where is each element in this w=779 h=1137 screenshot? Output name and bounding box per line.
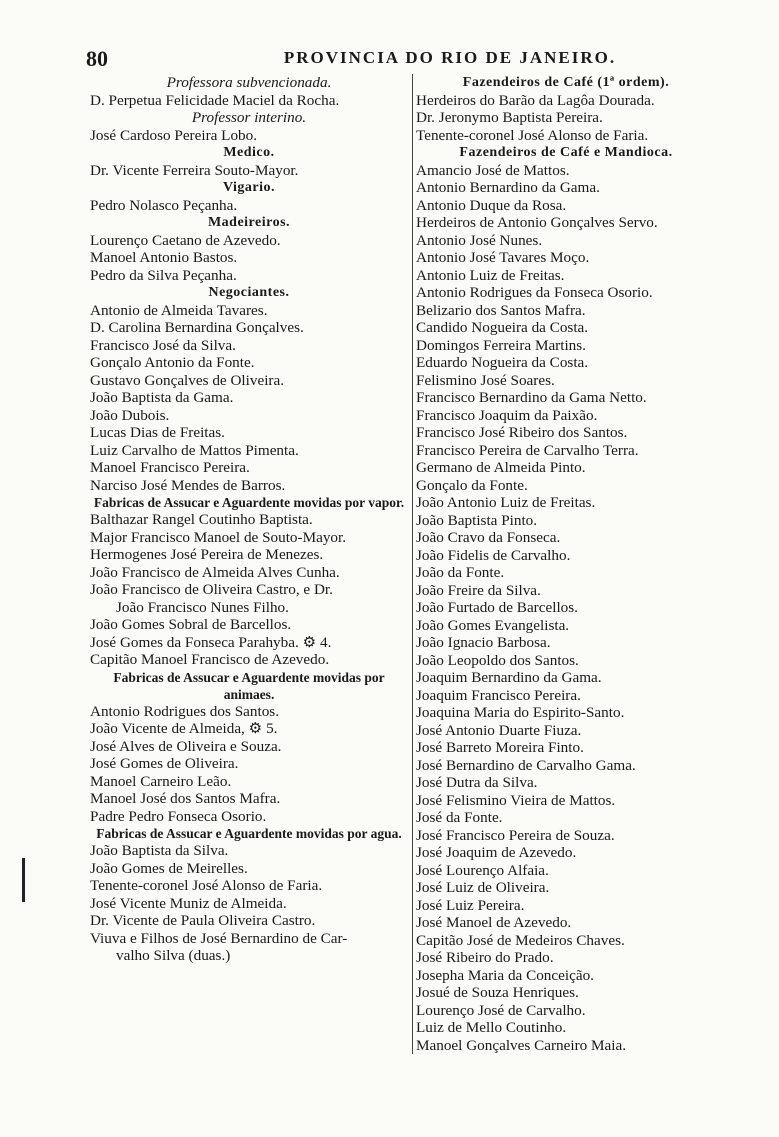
list-item: Francisco Bernardino da Gama Netto.: [416, 389, 647, 406]
list-item: João Gomes Sobral de Barcellos.: [90, 616, 292, 633]
list-item: D. Carolina Bernardina Gonçalves.: [90, 319, 304, 336]
list-item: Major Francisco Manoel de Souto-Mayor.: [90, 528, 347, 546]
list-item: Antonio Luiz de Freitas.: [416, 266, 565, 284]
list-item: João Fidelis de Carvalho.: [416, 546, 571, 564]
list-item: D. Perpetua Felicidade Maciel da Rocha.: [90, 91, 340, 109]
list-item: José Joaquim de Azevedo.: [416, 844, 577, 861]
list-item: Josepha Maria da Conceição.: [416, 966, 594, 984]
list-item: Gustavo Gonçalves de Oliveira.: [90, 371, 285, 389]
list-item: José Felismino Vieira de Mattos.: [416, 791, 616, 809]
list-item: Felismino José Soares.: [416, 371, 555, 389]
list-item: Manoel Gonçalves Carneiro Maia.: [416, 1036, 627, 1054]
section-heading: Fazendeiros de Café e Mandioca.: [459, 145, 673, 160]
list-item: Antonio Rodrigues da Fonseca Osorio.: [416, 284, 653, 301]
list-item: Domingos Ferreira Martins.: [416, 336, 586, 354]
list-item: Luiz de Mello Coutinho.: [416, 1019, 567, 1036]
list-item: João Francisco de Almeida Alves Cunha.: [90, 563, 340, 581]
list-item-continuation: João Francisco Nunes Filho.: [116, 598, 289, 616]
list-item: José Ribeiro do Prado.: [416, 949, 554, 966]
list-item: Eduardo Nogueira da Costa.: [416, 354, 589, 371]
list-item: José Luiz Pereira.: [416, 896, 525, 914]
list-item: Dr. Vicente Ferreira Souto-Mayor.: [90, 161, 299, 179]
list-item: Joaquim Francisco Pereira.: [416, 686, 581, 704]
list-item: João Francisco de Oliveira Castro, e Dr.: [90, 581, 333, 598]
list-item: Candido Nogueira da Costa.: [416, 319, 589, 336]
list-item: José Barreto Moreira Finto.: [416, 739, 584, 756]
list-item: Lourenço Caetano de Azevedo.: [90, 231, 281, 249]
list-item: Gonçalo Antonio da Fonte.: [90, 354, 255, 371]
list-item: Manoel Antonio Bastos.: [90, 249, 238, 266]
section-heading: Fabricas de Assucar e Aguardente movidas por agua.: [96, 826, 402, 841]
list-item: Herdeiros do Barão da Lagôa Dourada.: [416, 91, 655, 109]
margin-mark: [22, 858, 25, 902]
list-item: Pedro Nolasco Peçanha.: [90, 196, 238, 214]
list-item: Josué de Souza Henriques.: [416, 984, 579, 1001]
list-item: Lucas Dias de Freitas.: [90, 424, 225, 441]
section-heading: Medico.: [223, 145, 275, 160]
left-column: [90, 74, 408, 965]
list-item: Manoel Francisco Pereira.: [90, 459, 250, 476]
list-item: Francisco José Ribeiro dos Santos.: [416, 424, 628, 441]
list-item: Amancio José de Mattos.: [416, 161, 570, 179]
list-item: João da Fonte.: [416, 564, 505, 581]
list-item: Antonio Bernardino da Gama.: [416, 179, 600, 196]
list-item: Joaquina Maria do Espirito-Santo.: [416, 704, 625, 721]
list-item: José Vicente Muniz de Almeida.: [90, 894, 287, 912]
list-item: João Dubois.: [90, 406, 170, 424]
list-item: Antonio José Nunes.: [416, 231, 543, 249]
list-item: Joaquim Bernardino da Gama.: [416, 669, 602, 686]
list-item: José Luiz de Oliveira.: [416, 879, 550, 896]
section-heading: Fabricas de Assucar e Aguardente movidas por animaes.: [113, 669, 385, 702]
list-item: Herdeiros de Antonio Gonçalves Servo.: [416, 214, 658, 231]
page-number: 80: [86, 46, 108, 71]
list-item: Manoel José dos Santos Mafra.: [90, 790, 281, 807]
list-item: Francisco Joaquim da Paixão.: [416, 406, 598, 424]
list-item: Antonio José Tavares Moço.: [416, 249, 590, 266]
list-item: José Bernardino de Carvalho Gama.: [416, 756, 636, 774]
list-item: Dr. Vicente de Paula Oliveira Castro.: [90, 912, 316, 929]
list-item: João Cravo da Fonseca.: [416, 529, 561, 546]
list-item: Lourenço José de Carvalho.: [416, 1001, 586, 1019]
running-head: PROVINCIA DO RIO DE JANEIRO.: [283, 48, 617, 67]
list-item: João Antonio Luiz de Freitas.: [416, 494, 596, 511]
list-item: Luiz Carvalho de Mattos Pimenta.: [90, 441, 299, 459]
list-item: Pedro da Silva Peçanha.: [90, 266, 237, 284]
section-heading: Madeireiros.: [207, 215, 291, 230]
list-item: Francisco José da Silva.: [90, 336, 236, 354]
list-item: José da Fonte.: [416, 809, 503, 826]
list-item: José Francisco Pereira de Souza.: [416, 826, 615, 844]
list-item: Germano de Almeida Pinto.: [416, 459, 586, 476]
list-item: José Lourenço Alfaia.: [416, 861, 549, 879]
list-item: José Dutra da Silva.: [416, 774, 538, 791]
list-item: Capitão Manoel Francisco de Azevedo.: [90, 651, 330, 668]
list-item: João Leopoldo dos Santos.: [416, 651, 579, 669]
list-item: José Gomes da Fonseca Parahyba. ⚙ 4.: [90, 633, 332, 651]
list-item: João Gomes de Meirelles.: [90, 859, 248, 877]
list-item: José Gomes de Oliveira.: [90, 755, 239, 772]
list-item: Balthazar Rangel Coutinho Baptista.: [90, 511, 313, 528]
list-item: Antonio Rodrigues dos Santos.: [90, 702, 280, 720]
list-item: Padre Pedro Fonseca Osorio.: [90, 807, 267, 825]
list-item: Tenente-coronel José Alonso de Faria.: [90, 877, 323, 894]
section-heading: Vigario.: [222, 180, 276, 195]
section-heading: Negociantes.: [208, 285, 290, 300]
list-item: Antonio de Almeida Tavares.: [90, 301, 268, 319]
section-subheading: Professora subvencionada.: [166, 74, 332, 91]
right-column: [412, 74, 716, 1054]
list-item: Gonçalo da Fonte.: [416, 476, 528, 494]
list-item: João Baptista da Gama.: [90, 389, 234, 406]
list-item: Belizario dos Santos Mafra.: [416, 301, 586, 319]
list-item: João Baptista Pinto.: [416, 511, 538, 529]
list-item: Francisco Pereira de Carvalho Terra.: [416, 441, 639, 459]
list-item: Capitão José de Medeiros Chaves.: [416, 931, 625, 949]
list-item: José Manoel de Azevedo.: [416, 914, 572, 931]
list-item: Manoel Carneiro Leão.: [90, 772, 232, 790]
list-item: José Cardoso Pereira Lobo.: [90, 126, 258, 144]
list-item: Dr. Jeronymo Baptista Pereira.: [416, 109, 603, 126]
list-item: Hermogenes José Pereira de Menezes.: [90, 546, 324, 563]
list-item: Antonio Duque da Rosa.: [416, 196, 567, 214]
list-item: José Antonio Duarte Fiuza.: [416, 721, 582, 739]
list-item: Narciso José Mendes de Barros.: [90, 476, 286, 494]
section-heading: Fazendeiros de Café (1ª ordem).: [462, 75, 670, 90]
list-item: João Baptista da Silva.: [90, 842, 229, 859]
section-subheading: Professor interino.: [191, 109, 307, 126]
list-item: Viuva e Filhos de José Bernardino de Car-: [90, 929, 348, 947]
list-item: João Furtado de Barcellos.: [416, 599, 578, 616]
list-item: Tenente-coronel José Alonso de Faria.: [416, 126, 649, 144]
list-item: João Gomes Evangelista.: [416, 616, 570, 634]
list-item: João Ignacio Barbosa.: [416, 634, 551, 651]
list-item: João Freire da Silva.: [416, 581, 541, 599]
list-item: João Vicente de Almeida, ⚙ 5.: [90, 720, 278, 737]
list-item-continuation: valho Silva (duas.): [116, 947, 231, 964]
list-item: José Alves de Oliveira e Souza.: [90, 737, 282, 755]
section-heading: Fabricas de Assucar e Aguardente movidas por vapor.: [93, 495, 405, 510]
